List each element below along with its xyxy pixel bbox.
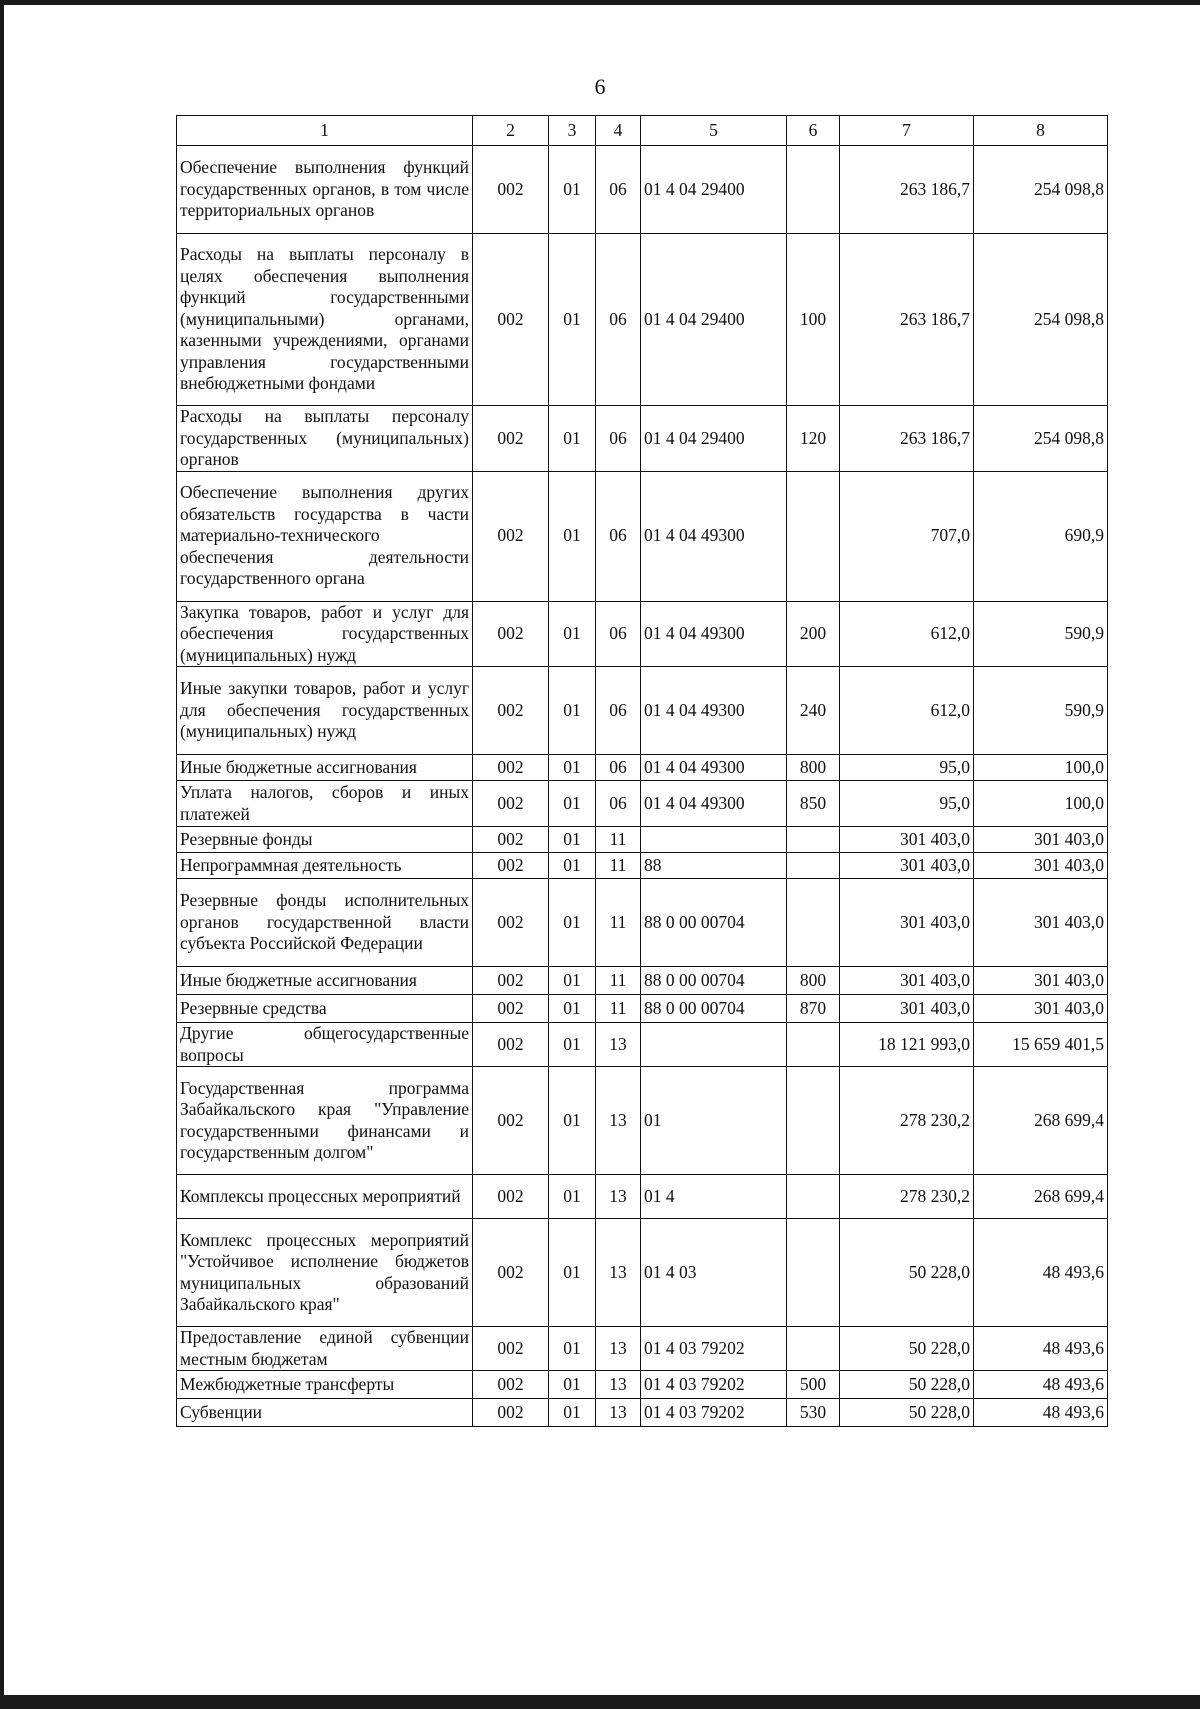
row-value8-cell: 268 699,4 <box>974 1175 1108 1219</box>
row-value8-cell: 48 493,6 <box>974 1399 1108 1427</box>
row-code-cell: 01 4 04 49300 <box>641 667 787 755</box>
row-name-cell: Расходы на выплаты персоналу в целях обеспечения выполнения функций государственными (муниципальными) органами, казенными учреждениями, органами управления государственными внебюджетными фондами <box>177 234 473 406</box>
row-code-cell: 01 <box>641 1067 787 1175</box>
table-row <box>177 1023 1108 1067</box>
row-col2-cell: 002 <box>473 146 549 234</box>
row-value7-cell: 612,0 <box>840 667 974 755</box>
row-col2-cell: 002 <box>473 879 549 967</box>
row-col4-cell: 06 <box>596 146 641 234</box>
row-col6-cell <box>787 1067 840 1175</box>
row-col4-cell: 11 <box>596 879 641 967</box>
row-value8-cell: 690,9 <box>974 471 1108 601</box>
row-col2-cell: 002 <box>473 234 549 406</box>
row-value7-cell: 301 403,0 <box>840 995 974 1023</box>
row-value8-cell: 268 699,4 <box>974 1067 1108 1175</box>
row-col3-cell: 01 <box>549 1175 596 1219</box>
row-name-cell: Иные закупки товаров, работ и услуг для обеспечения государственных (муниципальных) нужд <box>177 667 473 755</box>
row-col2-cell: 002 <box>473 601 549 667</box>
row-code-cell: 01 4 04 49300 <box>641 471 787 601</box>
row-col6-cell: 870 <box>787 995 840 1023</box>
row-name-cell: Резервные фонды <box>177 827 473 853</box>
row-value8-cell: 100,0 <box>974 781 1108 827</box>
header-col-6: 6 <box>787 116 840 146</box>
header-col-2: 2 <box>473 116 549 146</box>
row-value8-cell: 301 403,0 <box>974 967 1108 995</box>
row-code-cell: 01 4 04 29400 <box>641 234 787 406</box>
row-code-cell <box>641 827 787 853</box>
row-col3-cell: 01 <box>549 1399 596 1427</box>
row-col3-cell: 01 <box>549 879 596 967</box>
row-col4-cell: 06 <box>596 781 641 827</box>
row-col3-cell: 01 <box>549 967 596 995</box>
row-col6-cell <box>787 827 840 853</box>
table-row <box>177 146 1108 234</box>
row-col3-cell: 01 <box>549 1327 596 1371</box>
row-name-cell: Обеспечение выполнения других обязательств государства в части материально-технического обеспечения деятельности государственного органа <box>177 471 473 601</box>
header-col-8: 8 <box>974 116 1108 146</box>
table-row <box>177 755 1108 781</box>
table-row <box>177 667 1108 755</box>
page-number: 6 <box>594 74 606 99</box>
row-col2-cell: 002 <box>473 1219 549 1327</box>
row-col6-cell: 850 <box>787 781 840 827</box>
row-col3-cell: 01 <box>549 667 596 755</box>
row-col2-cell: 002 <box>473 1399 549 1427</box>
row-value8-cell: 590,9 <box>974 667 1108 755</box>
table-row <box>177 1371 1108 1399</box>
row-col2-cell: 002 <box>473 755 549 781</box>
row-col4-cell: 11 <box>596 967 641 995</box>
row-name-cell: Резервные фонды исполнительных органов государственной власти субъекта Российской Федерации <box>177 879 473 967</box>
row-name-cell: Государственная программа Забайкальского края "Управление государственными финансами и государственным долгом" <box>177 1067 473 1175</box>
row-code-cell: 01 4 03 <box>641 1219 787 1327</box>
row-name-cell: Уплата налогов, сборов и иных платежей <box>177 781 473 827</box>
row-code-cell: 88 <box>641 853 787 879</box>
row-code-cell: 01 4 04 49300 <box>641 755 787 781</box>
row-col6-cell <box>787 1023 840 1067</box>
table-row <box>177 781 1108 827</box>
row-value7-cell: 301 403,0 <box>840 879 974 967</box>
table-row <box>177 1175 1108 1219</box>
row-col6-cell: 800 <box>787 755 840 781</box>
row-col6-cell <box>787 1327 840 1371</box>
row-code-cell <box>641 1023 787 1067</box>
header-col-1: 1 <box>177 116 473 146</box>
row-value7-cell: 18 121 993,0 <box>840 1023 974 1067</box>
row-code-cell: 01 4 04 29400 <box>641 146 787 234</box>
row-value8-cell: 301 403,0 <box>974 827 1108 853</box>
table-row <box>177 1327 1108 1371</box>
row-value7-cell: 95,0 <box>840 755 974 781</box>
row-value7-cell: 50 228,0 <box>840 1399 974 1427</box>
row-col2-cell: 002 <box>473 471 549 601</box>
row-code-cell: 88 0 00 00704 <box>641 995 787 1023</box>
row-col2-cell: 002 <box>473 827 549 853</box>
row-col4-cell: 13 <box>596 1327 641 1371</box>
row-col6-cell: 500 <box>787 1371 840 1399</box>
scan-edge-bottom <box>0 1695 1200 1709</box>
row-name-cell: Другие общегосударственные вопросы <box>177 1023 473 1067</box>
row-value7-cell: 278 230,2 <box>840 1067 974 1175</box>
row-value8-cell: 48 493,6 <box>974 1219 1108 1327</box>
row-col3-cell: 01 <box>549 601 596 667</box>
row-name-cell: Предоставление единой субвенции местным бюджетам <box>177 1327 473 1371</box>
row-name-cell: Непрограммная деятельность <box>177 853 473 879</box>
row-col3-cell: 01 <box>549 1371 596 1399</box>
row-col2-cell: 002 <box>473 1067 549 1175</box>
row-col4-cell: 06 <box>596 755 641 781</box>
row-code-cell: 01 4 03 79202 <box>641 1371 787 1399</box>
row-col3-cell: 01 <box>549 406 596 472</box>
row-value7-cell: 95,0 <box>840 781 974 827</box>
row-code-cell: 01 4 <box>641 1175 787 1219</box>
scan-edge-left <box>0 0 4 1709</box>
row-col6-cell: 100 <box>787 234 840 406</box>
table-row <box>177 234 1108 406</box>
row-value8-cell: 254 098,8 <box>974 146 1108 234</box>
table-row <box>177 471 1108 601</box>
row-col4-cell: 13 <box>596 1067 641 1175</box>
table-row <box>177 879 1108 967</box>
row-col2-cell: 002 <box>473 995 549 1023</box>
row-value7-cell: 301 403,0 <box>840 853 974 879</box>
scan-edge-top <box>0 0 1200 5</box>
row-code-cell: 88 0 00 00704 <box>641 967 787 995</box>
row-col4-cell: 13 <box>596 1399 641 1427</box>
row-value7-cell: 612,0 <box>840 601 974 667</box>
table-row <box>177 1219 1108 1327</box>
row-col3-cell: 01 <box>549 827 596 853</box>
table-row <box>177 995 1108 1023</box>
header-row <box>177 116 1108 146</box>
row-col4-cell: 13 <box>596 1175 641 1219</box>
row-col2-cell: 002 <box>473 406 549 472</box>
row-value8-cell: 254 098,8 <box>974 234 1108 406</box>
table-row <box>177 1067 1108 1175</box>
row-col6-cell <box>787 1219 840 1327</box>
row-value8-cell: 301 403,0 <box>974 853 1108 879</box>
header-col-5: 5 <box>641 116 787 146</box>
row-col6-cell: 240 <box>787 667 840 755</box>
row-value7-cell: 50 228,0 <box>840 1371 974 1399</box>
row-value7-cell: 263 186,7 <box>840 406 974 472</box>
row-col3-cell: 01 <box>549 853 596 879</box>
row-col4-cell: 06 <box>596 471 641 601</box>
row-col2-cell: 002 <box>473 781 549 827</box>
row-col6-cell <box>787 471 840 601</box>
table-row <box>177 406 1108 472</box>
budget-table <box>176 115 1108 1427</box>
row-value8-cell: 48 493,6 <box>974 1327 1108 1371</box>
row-col3-cell: 01 <box>549 995 596 1023</box>
row-code-cell: 01 4 04 29400 <box>641 406 787 472</box>
row-name-cell: Иные бюджетные ассигнования <box>177 967 473 995</box>
row-col6-cell <box>787 1175 840 1219</box>
row-name-cell: Расходы на выплаты персоналу государственных (муниципальных) органов <box>177 406 473 472</box>
row-code-cell: 01 4 03 79202 <box>641 1399 787 1427</box>
row-value7-cell: 50 228,0 <box>840 1327 974 1371</box>
header-col-4: 4 <box>596 116 641 146</box>
row-name-cell: Субвенции <box>177 1399 473 1427</box>
row-value8-cell: 15 659 401,5 <box>974 1023 1108 1067</box>
row-col4-cell: 11 <box>596 853 641 879</box>
row-col6-cell: 800 <box>787 967 840 995</box>
row-col6-cell: 120 <box>787 406 840 472</box>
row-col4-cell: 06 <box>596 406 641 472</box>
row-name-cell: Резервные средства <box>177 995 473 1023</box>
row-col4-cell: 13 <box>596 1371 641 1399</box>
row-value7-cell: 707,0 <box>840 471 974 601</box>
row-name-cell: Иные бюджетные ассигнования <box>177 755 473 781</box>
row-name-cell: Комплексы процессных мероприятий <box>177 1175 473 1219</box>
row-col2-cell: 002 <box>473 1327 549 1371</box>
table-row <box>177 967 1108 995</box>
row-col4-cell: 11 <box>596 995 641 1023</box>
row-code-cell: 01 4 04 49300 <box>641 781 787 827</box>
row-code-cell: 88 0 00 00704 <box>641 879 787 967</box>
table-row <box>177 853 1108 879</box>
row-col2-cell: 002 <box>473 1371 549 1399</box>
row-value8-cell: 590,9 <box>974 601 1108 667</box>
row-col3-cell: 01 <box>549 234 596 406</box>
row-name-cell: Обеспечение выполнения функций государственных органов, в том числе территориальных органов <box>177 146 473 234</box>
row-name-cell: Межбюджетные трансферты <box>177 1371 473 1399</box>
row-col2-cell: 002 <box>473 853 549 879</box>
row-value7-cell: 263 186,7 <box>840 146 974 234</box>
row-col3-cell: 01 <box>549 1023 596 1067</box>
row-code-cell: 01 4 03 79202 <box>641 1327 787 1371</box>
row-value8-cell: 100,0 <box>974 755 1108 781</box>
row-code-cell: 01 4 04 49300 <box>641 601 787 667</box>
row-col4-cell: 06 <box>596 601 641 667</box>
row-col6-cell: 530 <box>787 1399 840 1427</box>
row-col6-cell <box>787 879 840 967</box>
row-name-cell: Закупка товаров, работ и услуг для обеспечения государственных (муниципальных) нужд <box>177 601 473 667</box>
row-col4-cell: 11 <box>596 827 641 853</box>
row-col3-cell: 01 <box>549 1067 596 1175</box>
row-col2-cell: 002 <box>473 1023 549 1067</box>
row-value7-cell: 301 403,0 <box>840 967 974 995</box>
row-col4-cell: 06 <box>596 234 641 406</box>
row-col3-cell: 01 <box>549 471 596 601</box>
row-col3-cell: 01 <box>549 146 596 234</box>
row-value7-cell: 263 186,7 <box>840 234 974 406</box>
row-value8-cell: 48 493,6 <box>974 1371 1108 1399</box>
row-value8-cell: 254 098,8 <box>974 406 1108 472</box>
header-col-3: 3 <box>549 116 596 146</box>
row-col2-cell: 002 <box>473 1175 549 1219</box>
row-col2-cell: 002 <box>473 667 549 755</box>
row-value7-cell: 301 403,0 <box>840 827 974 853</box>
row-value8-cell: 301 403,0 <box>974 879 1108 967</box>
row-value7-cell: 50 228,0 <box>840 1219 974 1327</box>
row-col2-cell: 002 <box>473 967 549 995</box>
row-col6-cell <box>787 853 840 879</box>
row-name-cell: Комплекс процессных мероприятий "Устойчивое исполнение бюджетов муниципальных образований Забайкальского края" <box>177 1219 473 1327</box>
table-row <box>177 827 1108 853</box>
row-col6-cell <box>787 146 840 234</box>
row-col3-cell: 01 <box>549 781 596 827</box>
row-col3-cell: 01 <box>549 1219 596 1327</box>
row-value8-cell: 301 403,0 <box>974 995 1108 1023</box>
table-row <box>177 1399 1108 1427</box>
header-col-7: 7 <box>840 116 974 146</box>
row-col4-cell: 13 <box>596 1023 641 1067</box>
table-row <box>177 601 1108 667</box>
row-col6-cell: 200 <box>787 601 840 667</box>
row-col4-cell: 06 <box>596 667 641 755</box>
row-col4-cell: 13 <box>596 1219 641 1327</box>
row-value7-cell: 278 230,2 <box>840 1175 974 1219</box>
row-col3-cell: 01 <box>549 755 596 781</box>
